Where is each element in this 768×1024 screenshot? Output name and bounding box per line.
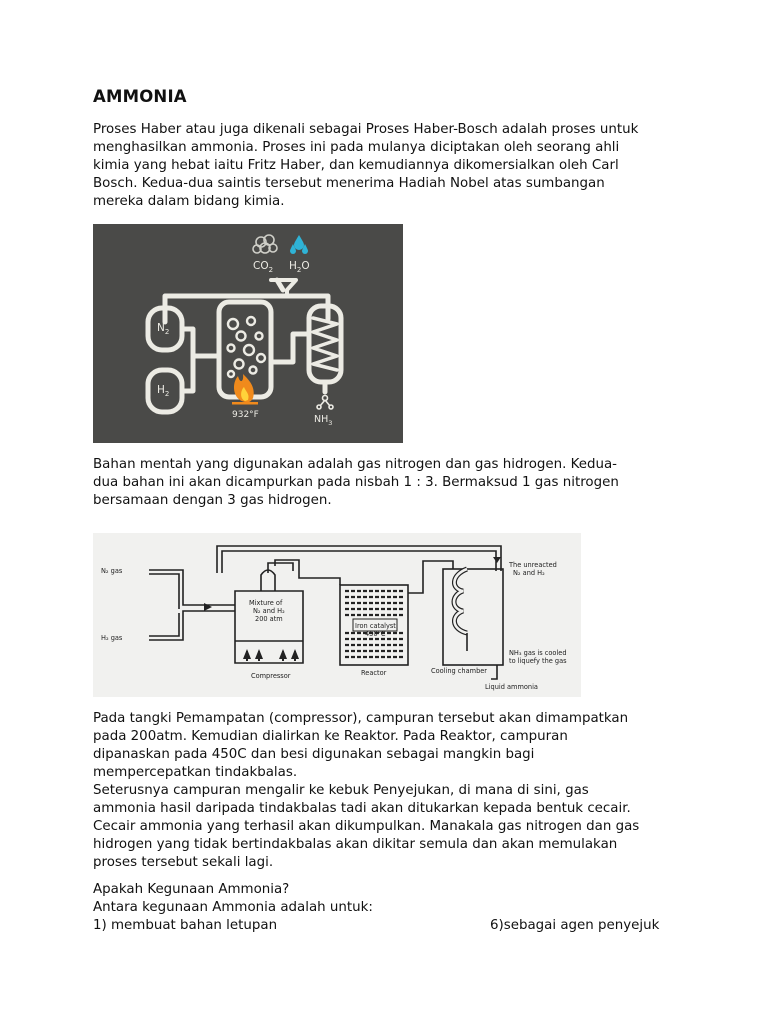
haber-process-illustration [93, 224, 403, 443]
uses-item-1: 1) membuat bahan letupan [93, 918, 278, 933]
catalyst-label-2: 450°C [365, 630, 386, 638]
haber-process-schematic [93, 533, 581, 697]
text-line: proses tersebut sekali lagi. [93, 855, 274, 870]
intro-paragraph [93, 121, 683, 211]
unreacted-label-2: N₂ and H₂ [513, 569, 545, 577]
mixture-label-1: Mixture of [249, 599, 283, 607]
text-line: Cecair ammonia yang terhasil akan dikumpulkan. Manakala gas nitrogen dan gas [93, 819, 640, 834]
temperature-label: 932°F [232, 410, 259, 420]
uses-list-row [93, 917, 683, 935]
co2-label: $CO_2$ [253, 260, 274, 274]
h2o-label: $H_2O$ [289, 260, 310, 274]
text-line: menghasilkan ammonia. Proses ini pada mulanya diciptakan oleh seorang ahli [93, 140, 620, 155]
nh3-molecule-icon [317, 396, 333, 410]
unreacted-label-1: The unreacted [509, 561, 557, 569]
text-line: hidrogen yang tidak bertindakbalas akan dikitar semula dan akan memulakan [93, 837, 618, 852]
nh3-cooled-label-1: NH₃ gas is cooled [509, 649, 567, 657]
uses-item-6: 6)sebagai agen penyejuk [490, 918, 660, 933]
reactor-label: Reactor [361, 669, 387, 677]
liquid-ammonia-label: Liquid ammonia [485, 683, 538, 691]
text-line: Bahan mentah yang digunakan adalah gas nitrogen dan gas hidrogen. Kedua- [93, 457, 618, 472]
text-line: mempercepatkan tindakbalas. [93, 765, 298, 780]
h2-gas-label: H₂ gas [101, 634, 123, 642]
nh3-cooled-label-2: to liquefy the gas [509, 657, 567, 665]
page-title: AMMONIA [93, 87, 187, 106]
uses-paragraph [93, 881, 683, 917]
text-line: pada 200atm. Kemudian dialirkan ke Reaktor. Pada Reaktor, campuran [93, 729, 568, 744]
text-line: mereka dalam bidang kimia. [93, 194, 285, 209]
co2-cloud-icon [253, 235, 277, 253]
schematic-svg [93, 533, 581, 697]
text-line: dua bahan ini akan dicampurkan pada nisbah 1 : 3. Bermaksud 1 gas nitrogen [93, 475, 619, 490]
process-paragraph [93, 710, 683, 872]
nh3-label: $NH_3$ [314, 414, 333, 427]
n2-gas-label: N₂ gas [101, 567, 123, 575]
text-line: dipanaskan pada 450C dan besi digunakan sebagai mangkin bagi [93, 747, 535, 762]
catalyst-label-1: Iron catalyst [355, 622, 396, 630]
uses-question: Apakah Kegunaan Ammonia? [93, 882, 290, 897]
raw-materials-paragraph [93, 456, 683, 510]
h2-label: $H_2$ [157, 384, 170, 398]
compressor-label: Compressor [251, 672, 291, 680]
text-line: bersamaan dengan 3 gas hidrogen. [93, 493, 332, 508]
text-line: Pada tangki Pemampatan (compressor), campuran tersebut akan dimampatkan [93, 711, 629, 726]
text-line: Proses Haber atau juga dikenali sebagai Proses Haber-Bosch adalah proses untuk [93, 122, 639, 137]
uses-intro: Antara kegunaan Ammonia adalah untuk: [93, 900, 373, 915]
mixture-label-2: N₂ and H₂ [253, 607, 285, 615]
text-line: ammonia hasil daripada tindakbalas tadi akan ditukarkan kepada bentuk cecair. [93, 801, 631, 816]
text-line: Bosch. Kedua-dua saintis tersebut menerima Hadiah Nobel atas sumbangan [93, 176, 605, 191]
mixture-label-3: 200 atm [255, 615, 283, 623]
text-line: kimia yang hebat iaitu Fritz Haber, dan kemudiannya dikomersialkan oleh Carl [93, 158, 619, 173]
haber-diagram-svg [93, 224, 403, 443]
text-line: Seterusnya campuran mengalir ke kebuk Penyejukan, di mana di sini, gas [93, 783, 589, 798]
cooling-chamber-label: Cooling chamber [431, 667, 488, 675]
water-drop-icon [290, 235, 308, 254]
n2-label: $N_2$ [157, 322, 170, 336]
